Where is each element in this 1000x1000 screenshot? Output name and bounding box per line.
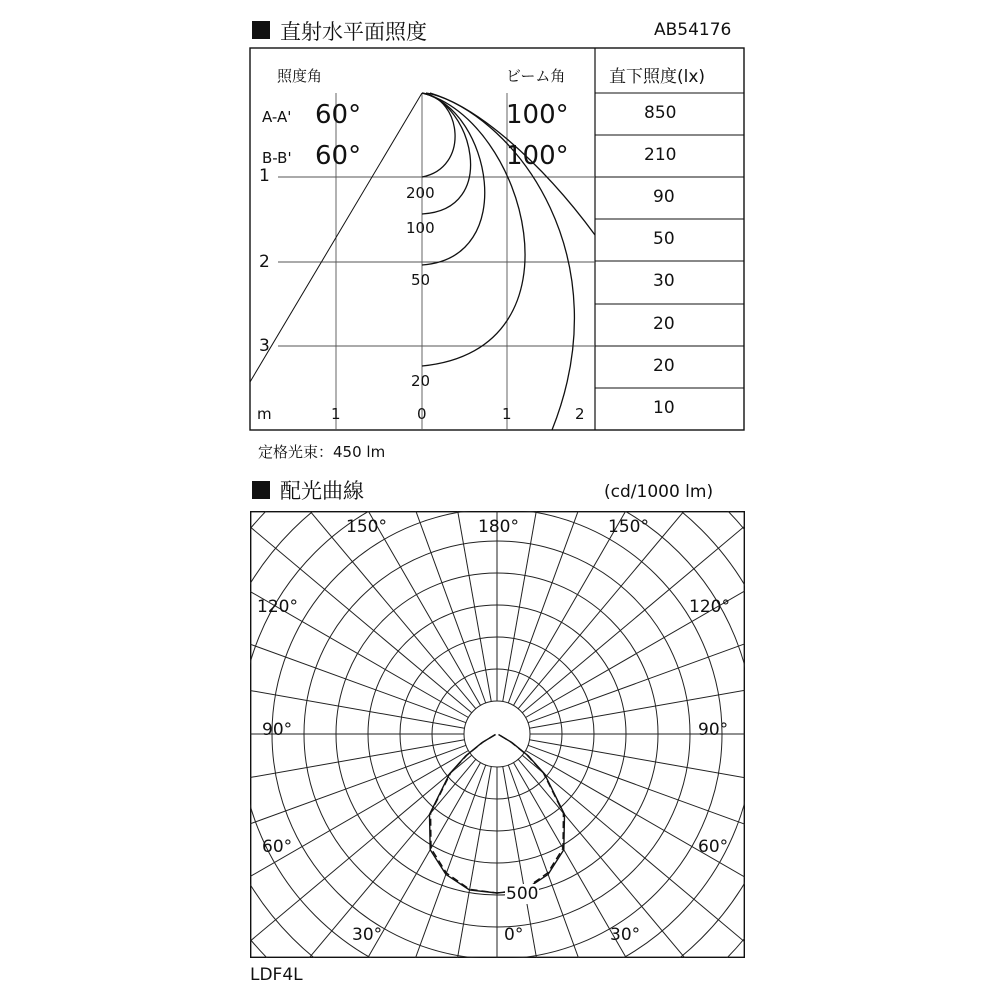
model-code: AB54176 xyxy=(654,20,732,40)
row-angle-aa: 60° xyxy=(315,100,362,130)
row-axis-bb: B-B' xyxy=(262,149,292,167)
angle-label-90-left: 90° xyxy=(262,720,293,740)
lux-value: 90 xyxy=(653,187,675,207)
angle-label-120-right: 120° xyxy=(689,597,730,617)
lux-value: 30 xyxy=(653,271,675,291)
lux-value: 10 xyxy=(653,398,675,418)
polar-unit: (cd/1000 lm) xyxy=(604,482,714,502)
distance-tick: 3 xyxy=(259,336,270,356)
angle-label-0: 0° xyxy=(504,925,524,945)
angle-label-180: 180° xyxy=(478,517,519,537)
x-tick: 2 xyxy=(575,405,585,423)
contour-label: 100 xyxy=(406,219,435,237)
lux-value: 210 xyxy=(644,145,677,165)
x-tick: 1 xyxy=(331,405,341,423)
angle-label-30-right: 30° xyxy=(610,925,641,945)
contour-label: 200 xyxy=(406,184,435,202)
row-beam-bb: 100° xyxy=(506,141,569,171)
direct-lux-header: 直下照度(lx) xyxy=(609,67,706,87)
rated-flux: 定格光束：450 lm xyxy=(258,443,386,461)
angle-label-30-left: 30° xyxy=(352,925,383,945)
contour-label: 20 xyxy=(411,372,431,390)
contour-label: 50 xyxy=(411,271,431,289)
polar-ring xyxy=(464,701,530,767)
row-beam-aa: 100° xyxy=(506,100,569,130)
distance-tick: 1 xyxy=(259,166,270,186)
radial-value-label: 500 xyxy=(506,884,539,904)
polar-section-title: 配光曲線 xyxy=(280,479,364,503)
angle-label-60-right: 60° xyxy=(698,837,729,857)
lux-value: 20 xyxy=(653,314,675,334)
distance-tick: 2 xyxy=(259,252,270,272)
row-axis-aa: A-A' xyxy=(262,108,292,126)
lux-value: 20 xyxy=(653,356,675,376)
x-tick: 0 xyxy=(417,405,427,423)
lux-value: 50 xyxy=(653,229,675,249)
x-unit: m xyxy=(257,405,272,423)
section-marker-polar xyxy=(252,481,270,499)
angle-label-150-right: 150° xyxy=(608,517,649,537)
illuminance-panel xyxy=(0,0,1000,470)
beam-angle-header: ビーム角 xyxy=(506,67,566,85)
lux-value: 850 xyxy=(644,103,677,123)
angle-label-60-left: 60° xyxy=(262,837,293,857)
light-angle-header: 照度角 xyxy=(277,67,323,85)
polar-diagram xyxy=(250,511,745,958)
illuminance-section-title: 直射水平面照度 xyxy=(280,20,427,44)
angle-label-90-right: 90° xyxy=(698,720,729,740)
model-name: LDF4L xyxy=(250,965,303,985)
row-angle-bb: 60° xyxy=(315,141,362,171)
x-tick: 1 xyxy=(502,405,512,423)
angle-label-150-left: 150° xyxy=(346,517,387,537)
angle-label-120-left: 120° xyxy=(257,597,298,617)
